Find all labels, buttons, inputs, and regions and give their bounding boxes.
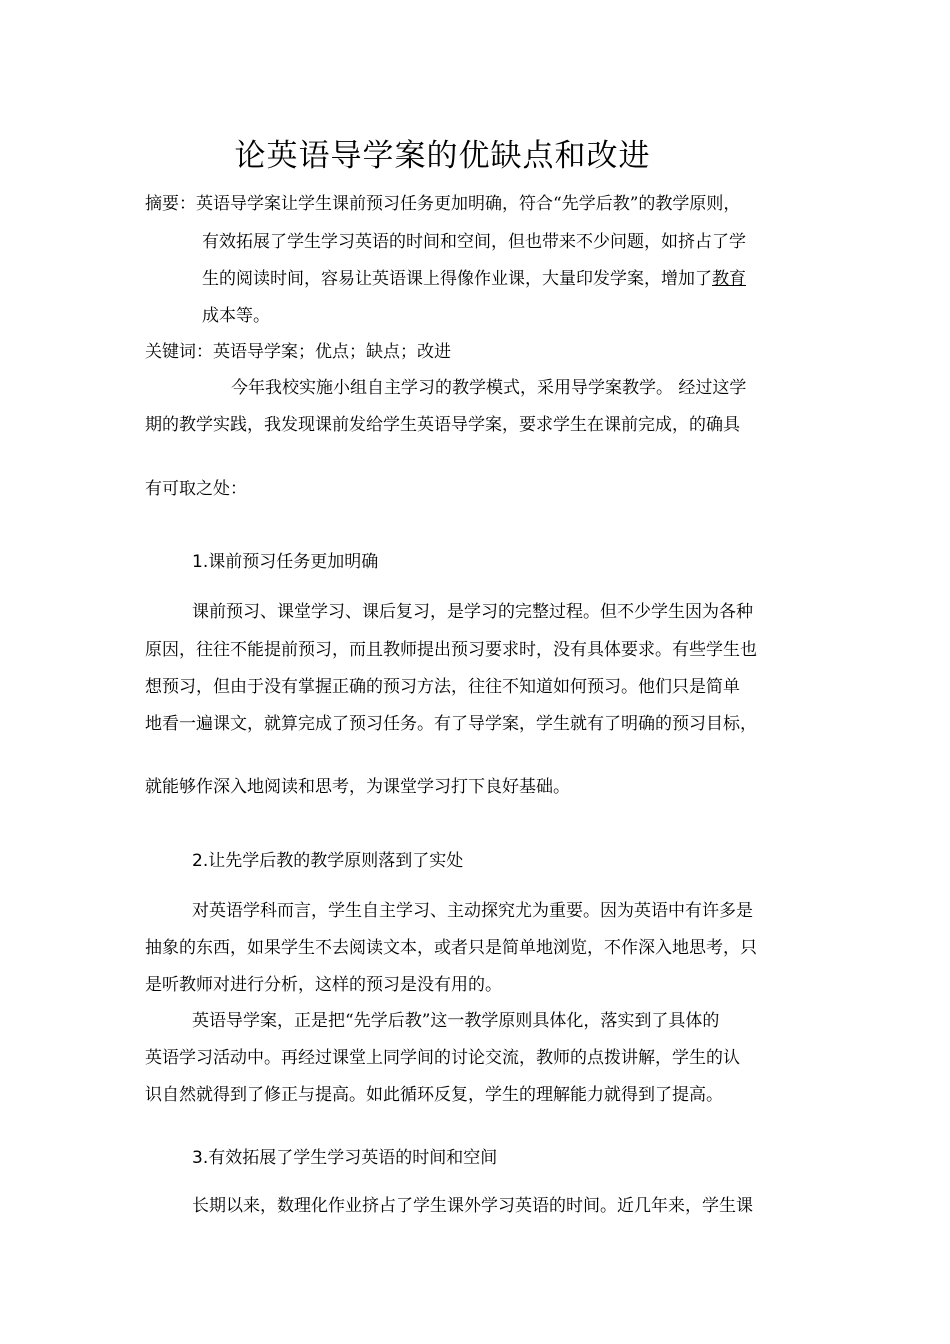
- paragraph-line: 想预习，但由于没有掌握正确的预习方法，往往不知道如何预习。他们只是简单: [145, 677, 740, 697]
- paragraph-line: 英语导学案，正是把“先学后教”这一教学原则具体化，落实到了具体的: [192, 1011, 720, 1031]
- abstract-line: [202, 268, 746, 290]
- keywords-line: 关键词：英语导学案；优点；缺点；改进: [145, 342, 451, 362]
- section-heading: 2.让先学后教的教学原则落到了实处: [192, 851, 464, 871]
- abstract-line: 有效拓展了学生学习英语的时间和空间，但也带来不少问题，如挤占了学: [202, 232, 746, 252]
- paragraph-line: 对英语学科而言，学生自主学习、主动探究尤为重要。因为英语中有许多是: [192, 901, 753, 921]
- paragraph-line: 识自然就得到了修正与提高。如此循环反复，学生的理解能力就得到了提高。: [145, 1085, 723, 1105]
- paragraph-line: 长期以来，数理化作业挤占了学生课外学习英语的时间。近几年来，学生课: [192, 1196, 753, 1216]
- paragraph-line: 就能够作深入地阅读和思考，为课堂学习打下良好基础。: [145, 777, 570, 797]
- section-heading: 3.有效拓展了学生学习英语的时间和空间: [192, 1148, 498, 1168]
- intro-line: 期的教学实践，我发现课前发给学生英语导学案，要求学生在课前完成，的确具: [145, 415, 740, 435]
- abstract-line: 摘要：英语导学案让学生课前预习任务更加明确，符合“先学后教”的教学原则，: [145, 194, 741, 214]
- paragraph-line: 课前预习、课堂学习、课后复习，是学习的完整过程。但不少学生因为各种: [192, 602, 753, 622]
- paragraph-line: 地看一遍课文，就算完成了预习任务。有了导学案，学生就有了明确的预习目标，: [145, 714, 757, 734]
- paragraph-line: 原因，往往不能提前预习，而且教师提出预习要求时，没有具体要求。有些学生也: [145, 640, 757, 660]
- abstract-text: 生的阅读时间，容易让英语课上得像作业课，大量印发学案，增加了: [202, 269, 712, 289]
- intro-line: 今年我校实施小组自主学习的教学模式，采用导学案教学。 经过这学: [231, 378, 747, 398]
- paragraph-line: 是听教师对进行分析，这样的预习是没有用的。: [145, 975, 502, 995]
- abstract-line: 成本等。: [202, 306, 270, 326]
- section-heading: 1.课前预习任务更加明确: [192, 552, 379, 572]
- education-link[interactable]: 教育: [712, 269, 746, 289]
- paragraph-line: 抽象的东西，如果学生不去阅读文本，或者只是简单地浏览，不作深入地思考，只: [145, 938, 757, 958]
- page-title: 论英语导学案的优缺点和改进: [234, 138, 651, 174]
- intro-line: 有可取之处：: [145, 479, 247, 499]
- paragraph-line: 英语学习活动中。再经过课堂上同学间的讨论交流，教师的点拨讲解，学生的认: [145, 1048, 740, 1068]
